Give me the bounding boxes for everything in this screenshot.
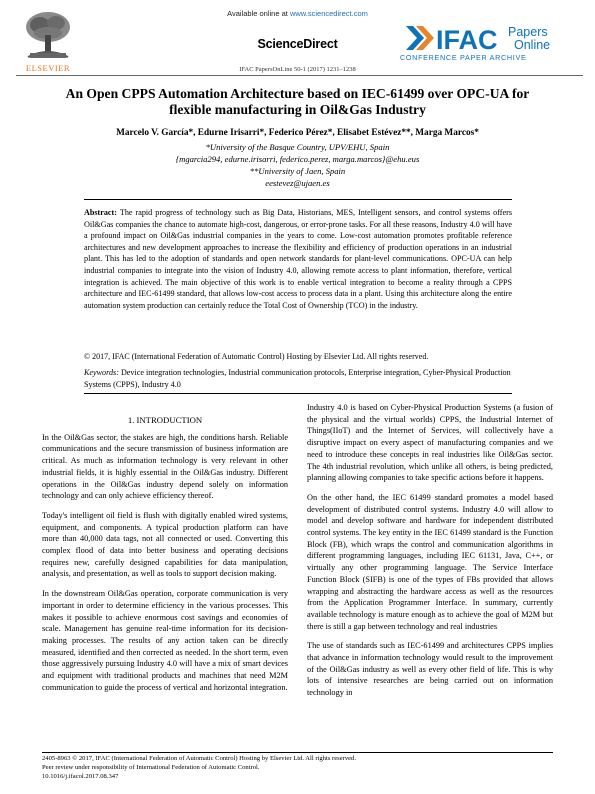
abstract-text: The rapid progress of technology such as Big Data, Historians, MES, Intelligent sensors, and control systems offers Oil&Gas companies the chance to automate high-cost, dangerous, or error-prone tasks. For all these reasons, Industry 4.0 will have a profound impact on Oil&Gas industrial companies in the years to come. Low-cost automation promotes profitable reference architectures and new development approaches to increase the flexibility and efficiency of production operations in an industrial plant. This has led to the adoption of standards and open network standards for plant-level communications. OPC-UA can help industrial companies to integrate into the vision of Industry 4.0, allowing remote access to plant information, therefore, vertical integration is achieved. The main objective of this work is to enable vertical integration to become a reality through a CPPS architecture and IEC-61499 standard, that allows low-cost access to process data in a plant. Using this architecture along the entire automation system production can certainly reduce the Total Cost of Ownership (TCO) in the industry. — [84, 208, 512, 310]
section-heading: 1. INTRODUCTION — [127, 415, 203, 425]
abstract-top-rule — [84, 199, 512, 200]
keywords-label: Keywords: — [84, 368, 119, 377]
ifac-logo-text: IFAC — [436, 25, 498, 55]
affiliation-2-email: eestevez@ujaen.es — [265, 178, 330, 188]
authors: Marcelo V. García*, Edurne Irisarri*, Federico Pérez*, Elisabet Estévez**, Marga Marcos* — [116, 128, 479, 138]
right-column — [307, 402, 553, 707]
sciencedirect-logo: ScienceDirect — [257, 37, 338, 51]
paragraph: Today's intelligent oil field is flush with digitally enabled wired systems, equipment, and components. A typical production platform can have more than 40,000 data tags, not all connected or used. Converting this complex flood of data into better business and operating decisions requires new, carefully designed capabilities for data manipulation, analysis, and presentation, as well as tools to support decision making. — [42, 510, 288, 579]
header-divider — [16, 75, 583, 76]
ifac-tagline: CONFERENCE PAPER ARCHIVE — [400, 53, 527, 62]
sciencedirect-link[interactable]: www.sciencedirect.com — [289, 9, 368, 18]
left-column — [42, 415, 288, 701]
affiliation-1: *University of the Basque Country, UPV/EHU, Spain — [205, 142, 390, 152]
paragraph: In the downstream Oil&Gas operation, corporate communication is very important in order to determine efficiency in the various processes. This makes it possible to achieve enormous cost savings and economies of scale. Management has genuine real-time information for its decision-making processes. The results of any action taken can be directly measured, identified and then corrected as needed. In the short term, even those aggressively pursuing Industry 4.0 will have a mix of smart devices and equipment with traditional products and machines that need M2M communication to guide the process of vertical and horizontal integration. — [42, 589, 288, 692]
paper-title — [30, 86, 565, 117]
keywords-text: Device integration technologies, Industrial communication protocols, Enterprise integration, Cyber-Physical Production Systems (CPPS), Industry 4.0 — [84, 368, 511, 389]
abstract — [84, 207, 512, 311]
affiliation-1-emails: {mgarcia294, edurne.irisarri, federico.perez, marga.marcos}@ehu.eus — [175, 154, 420, 164]
journal-citation: IFAC PapersOnLine 50-1 (2017) 1231–1238 — [239, 66, 356, 73]
footer-doi: 10.1016/j.ifacol.2017.08.347 — [42, 772, 119, 780]
paragraph: The use of standards such as IEC-61499 and architectures CPPS implies that advance in information technology would result to the improvement of the Oil&Gas industry as well as every other field of life. This is why lots of intensive researches are being carried out on information technology in — [307, 641, 553, 698]
paper-title-line1: An Open CPPS Automation Architecture based on IEC-61499 over OPC-UA for — [65, 86, 530, 101]
footer-issn-copyright: 2405-8963 © 2017, IFAC (International Federation of Automatic Control) Hosting by Elsevier Ltd. All rights reserved. — [42, 755, 357, 762]
keywords — [84, 367, 512, 390]
paper-title-line2: flexible manufacturing in Oil&Gas Industry — [169, 101, 426, 117]
paragraph: On the other hand, the IEC 61499 standard promotes a model based development of distributed control systems. Industry 4.0 will allow to model and develop software and hardware for independent distributed control systems. The key entity in the IEC 61499 standard is the Function Block (FB), which wraps the control and communication algorithms in different programming languages, including IEC 61131, Java, C++, or virtually any other programming language. The Service Interface Function Block (SIFB) is one of the types of FBs provided that allows wrapping and abstracting the hardware access as well as the resources from the Application Programmer Interface. In summary, currently available technology is mature enough as to achieve the goal of M2M but there is still a gap between technology and real industries — [307, 492, 553, 631]
footer-divider — [42, 752, 553, 753]
abstract-bottom-rule — [84, 393, 512, 394]
ifac-logo-sub1: Papers — [508, 25, 548, 39]
footer — [42, 755, 553, 781]
abstract-label: Abstract: — [84, 208, 117, 217]
copyright-notice: © 2017, IFAC (International Federation of Automatic Control) Hosting by Elsevier Ltd. All rights reserved. — [84, 352, 429, 361]
paragraph: Industry 4.0 is based on Cyber-Physical Production Systems (a fusion of the physical and the virtual worlds) CPPS, the Industrial Internet of Things(IIoT) and the Internet of Services, will collectively have a disruptive impact on every aspect of manufacturing companies and we need to introduce these concepts in real industries like Oil&Gas sector. The 4th industrial revolution, which unlike all others, is being predicted, planning allowing companies to take specific actions before it happens. — [307, 403, 553, 483]
affiliation-2: **University of Jaen, Spain — [249, 166, 346, 176]
availability-prefix: Available online at — [227, 9, 290, 18]
elsevier-wordmark: ELSEVIER — [25, 63, 71, 73]
ifac-logo-sub2: Online — [514, 38, 551, 52]
elsevier-tree-icon — [20, 9, 76, 61]
footer-peer-review: Peer review under responsibility of International Federation of Automatic Control. — [42, 763, 260, 771]
paragraph: In the Oil&Gas sector, the stakes are high, the conditions harsh. Reliable communications and the secure transmission of business information are critical. As much as information technology is very relevant in other industrial fields, it is highly essential in the Oil&Gas industry. Different operations in the Oil&Gas industry depend solely on information technology and can only achieve efficiency thereof. — [42, 432, 288, 501]
availability-line — [175, 9, 420, 18]
